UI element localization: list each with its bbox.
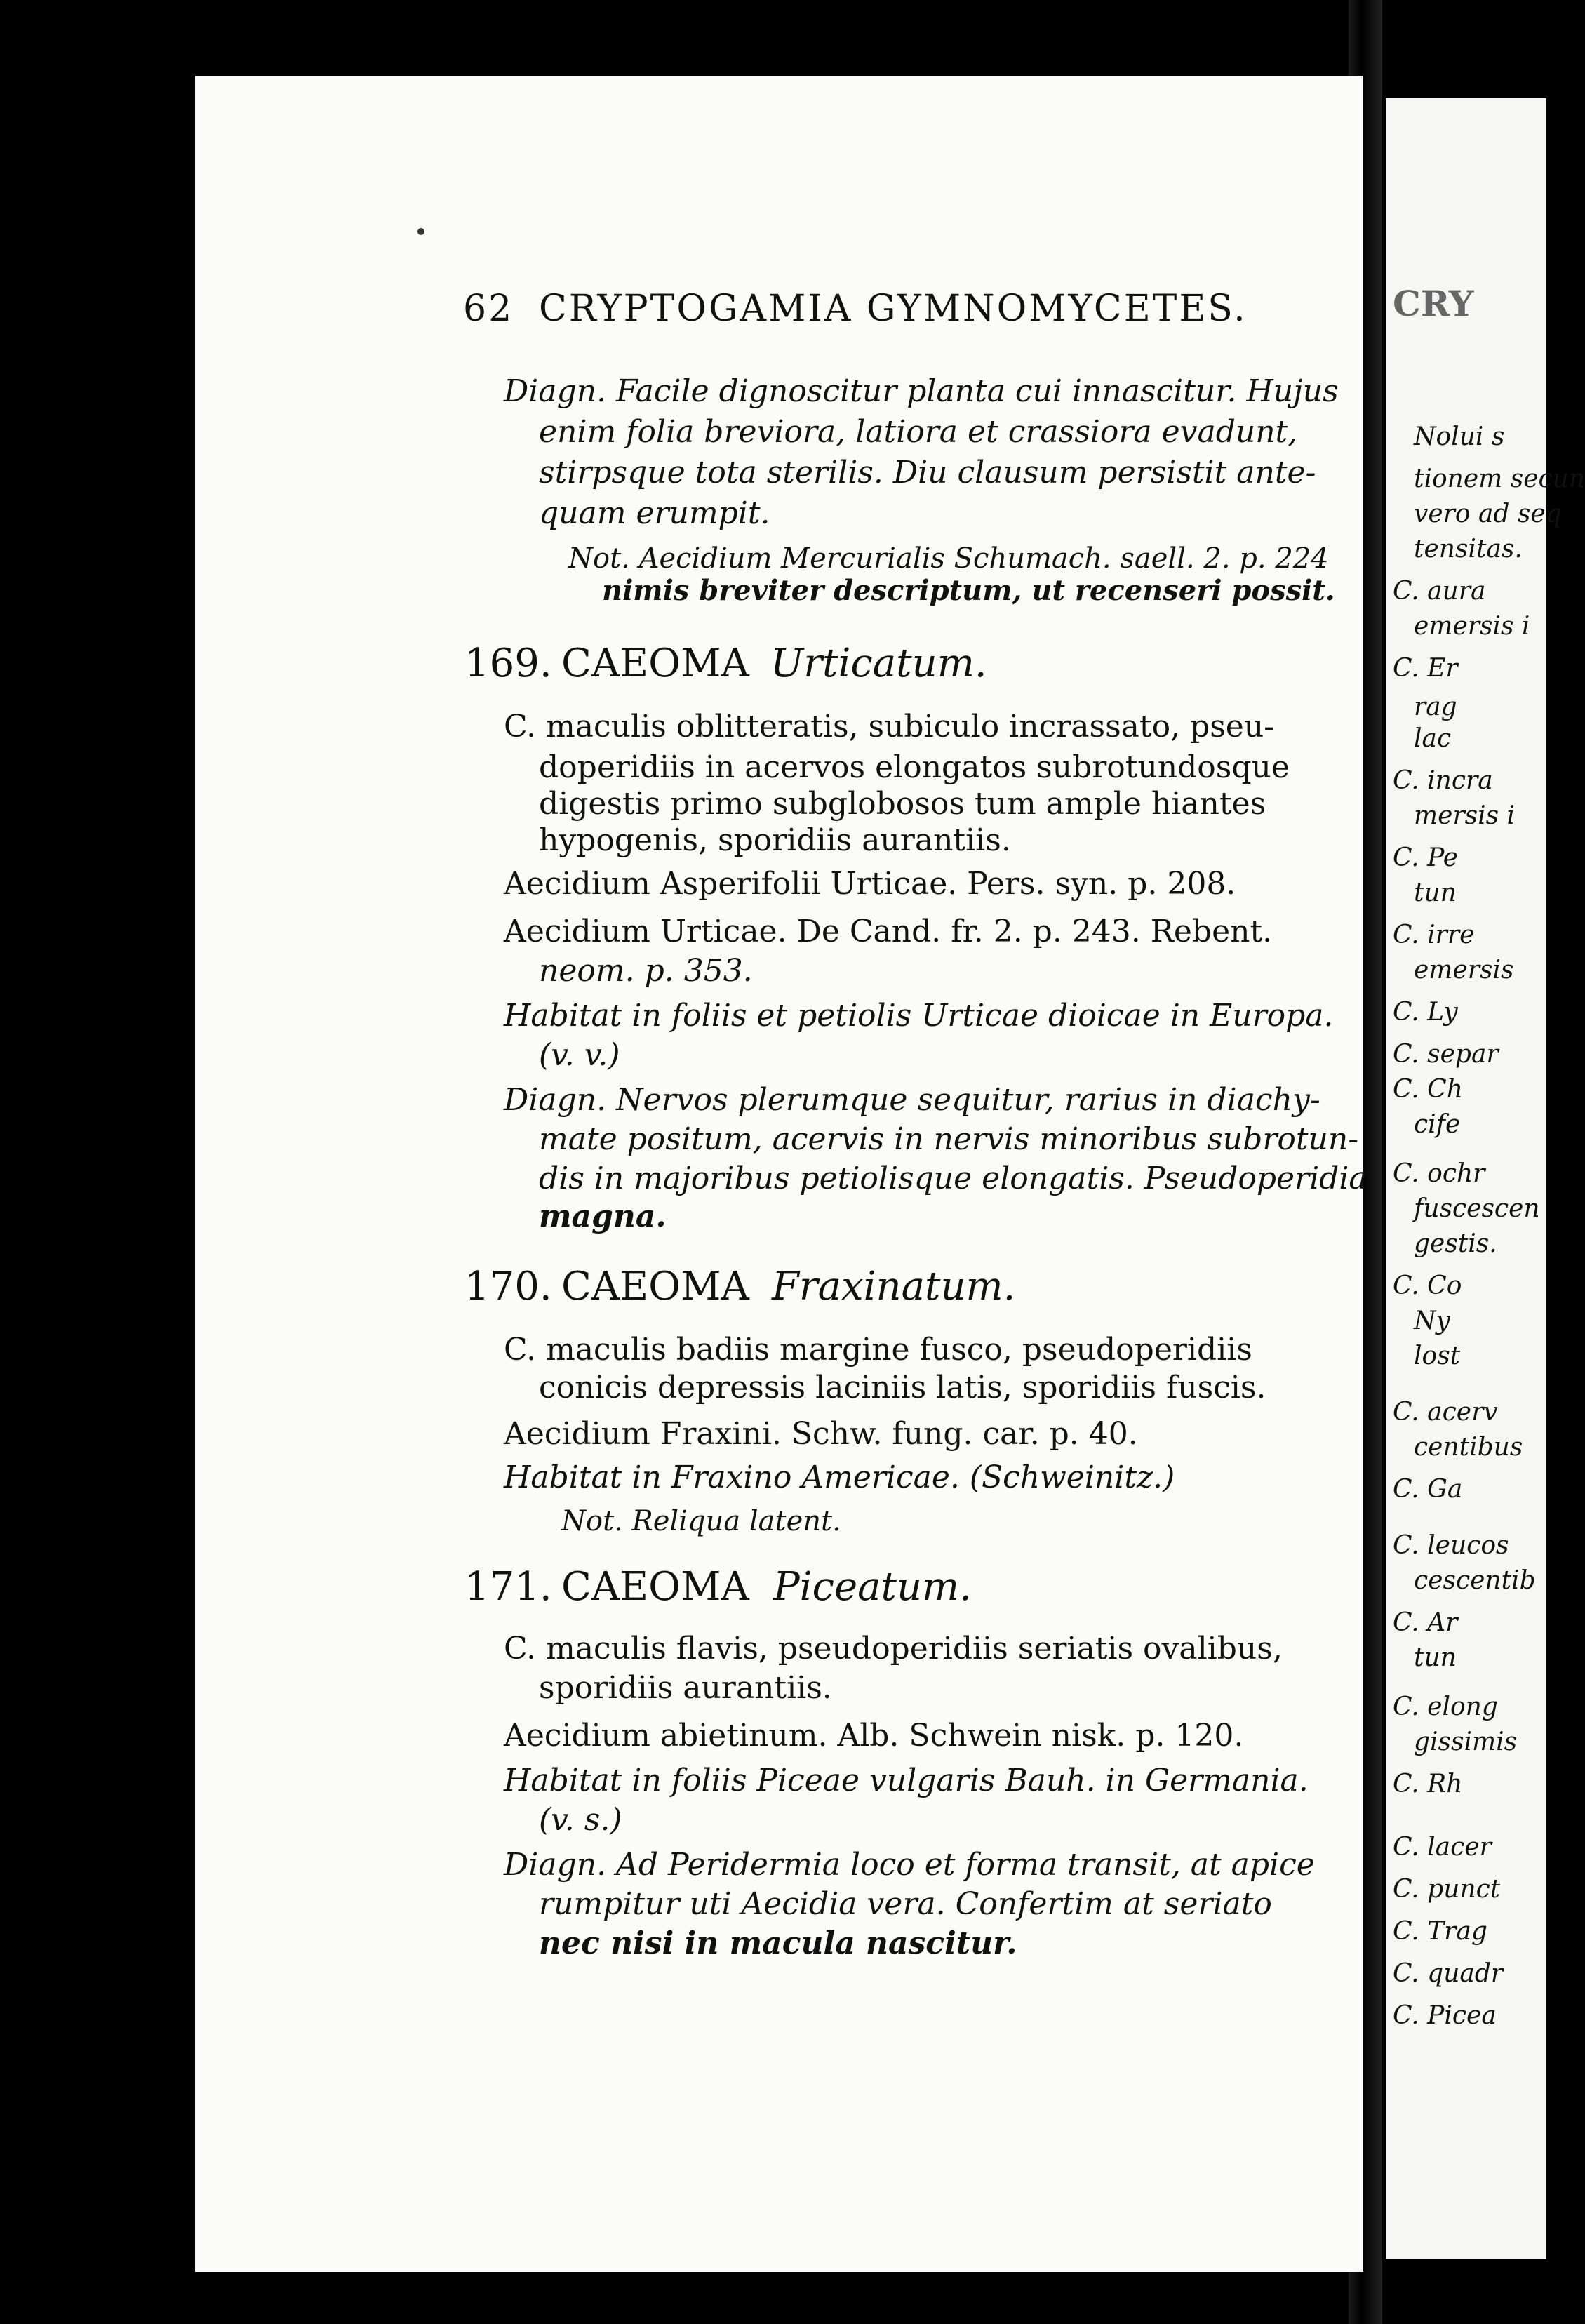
diagn-line: Diagn. Ad Peridermia loco et forma transit, at apice — [504, 1847, 1315, 1883]
facing-page-line: gissimis — [1414, 1728, 1518, 1756]
habitat-line: Habitat in foliis et petiolis Urticae dioicae in Europa. — [504, 998, 1334, 1034]
facing-page-line: C. Picea — [1393, 2001, 1497, 2030]
facing-page-line: C. Ly — [1393, 998, 1458, 1027]
entry-number: 171. — [464, 1564, 552, 1610]
facing-page-line: centibus — [1414, 1433, 1523, 1462]
facing-page-line: C. lacer — [1393, 1833, 1492, 1862]
entry-number: 170. — [464, 1264, 552, 1309]
entry-text-line: doperidiis in acervos elongatos subrotundosque — [539, 749, 1290, 785]
facing-page-line: fuscescen — [1414, 1194, 1540, 1223]
facing-page-line: Ny — [1414, 1307, 1450, 1335]
note-line: Not. Reliqua latent. — [561, 1505, 841, 1537]
facing-page-line: C. elong — [1393, 1692, 1498, 1721]
facing-page-line: C. Ar — [1393, 1608, 1458, 1637]
habitat-line: (v. v.) — [539, 1037, 620, 1073]
facing-page — [1386, 98, 1585, 2259]
diagn-line: magna. — [539, 1198, 667, 1234]
entry-text-line: conicis depressis laciniis latis, sporidiis fuscis. — [539, 1370, 1266, 1405]
entry-genus: CAEOMA — [561, 641, 749, 686]
facing-page-line: C. leucos — [1393, 1531, 1509, 1560]
facing-page-line: C. acerv — [1393, 1398, 1498, 1427]
facing-page-line: mersis i — [1414, 801, 1516, 830]
note-line: Not. Aecidium Mercurialis Schumach. saell. 2. p. 224 — [568, 542, 1329, 575]
facing-page-line: emersis — [1414, 956, 1514, 984]
entry-text-line: sporidiis aurantiis. — [539, 1670, 832, 1706]
facing-page-line: Nolui s — [1414, 422, 1505, 451]
facing-page-line: cescentib — [1414, 1566, 1536, 1595]
facing-page-line: lost — [1414, 1342, 1461, 1370]
synonym-line: Aecidium Urticae. De Cand. fr. 2. p. 243. Rebent. — [504, 914, 1273, 949]
page-number: 62 — [463, 288, 514, 330]
facing-page-line: C. separ — [1393, 1040, 1499, 1069]
entry-genus: CAEOMA — [561, 1564, 749, 1610]
facing-page-line: tun — [1414, 1643, 1457, 1672]
facing-page-line: C. aura — [1393, 577, 1486, 606]
habitat-line: Habitat in Fraxino Americae. (Schweinitz.) — [504, 1460, 1175, 1495]
ink-speck — [417, 228, 424, 235]
facing-page-line: tun — [1414, 879, 1457, 907]
synonym-line: Aecidium Fraxini. Schw. fung. car. p. 40. — [504, 1416, 1138, 1452]
diagn-line: rumpitur uti Aecidia vera. Confertim at seriato — [539, 1886, 1272, 1922]
facing-page-line: C. quadr — [1393, 1959, 1504, 1988]
synonym-line: Aecidium Asperifolii Urticae. Pers. syn. p. 208. — [504, 866, 1236, 902]
entry-species: Urticatum. — [770, 641, 987, 686]
synonym-line: neom. p. 353. — [539, 953, 753, 989]
entry-number: 169. — [464, 641, 552, 686]
diagn-line: enim folia breviora, latiora et crassiora evadunt, — [539, 414, 1298, 450]
facing-page-line: C. Trag — [1393, 1917, 1487, 1946]
facing-page-line: C. Ga — [1393, 1475, 1463, 1504]
diagn-line: nec nisi in macula nascitur. — [539, 1925, 1017, 1961]
entry-species: Piceatum. — [773, 1564, 972, 1610]
habitat-line: (v. s.) — [539, 1802, 622, 1838]
facing-page-line: emersis i — [1414, 612, 1530, 641]
entry-text-line: hypogenis, sporidiis aurantiis. — [539, 822, 1011, 858]
facing-page-line: C. Pe — [1393, 843, 1459, 872]
facing-page-line: tionem secun — [1414, 465, 1585, 493]
entry-text-line: C. maculis flavis, pseudoperidiis seriatis ovalibus, — [504, 1631, 1283, 1667]
facing-page-line: C. Er — [1393, 654, 1458, 683]
diagn-line: dis in majoribus petiolisque elongatis. Pseudoperidia — [539, 1161, 1367, 1196]
facing-page-line: C. Co — [1393, 1271, 1462, 1300]
facing-page-line: C. incra — [1393, 766, 1493, 795]
facing-page-line: gestis. — [1414, 1229, 1497, 1258]
facing-page-line: tensitas. — [1414, 535, 1523, 563]
facing-page-line: C. Rh — [1393, 1770, 1463, 1798]
diagn-line: stirpsque tota sterilis. Diu clausum persistit ante- — [539, 455, 1316, 490]
facing-page-line: lac — [1414, 724, 1452, 753]
habitat-line: Habitat in foliis Piceae vulgaris Bauh. in Germania. — [504, 1763, 1309, 1798]
note-line: nimis breviter descriptum, ut recenseri possit. — [602, 574, 1335, 607]
running-title: CRYPTOGAMIA GYMNOMYCETES. — [539, 288, 1248, 330]
diagn-line: mate positum, acervis in nervis minoribus subrotun- — [539, 1121, 1359, 1157]
entry-genus: CAEOMA — [561, 1264, 749, 1309]
facing-page-line: cife — [1414, 1110, 1461, 1139]
entry-species: Fraxinatum. — [772, 1264, 1016, 1309]
facing-page-line: C. punct — [1393, 1875, 1501, 1904]
facing-page-line: vero ad seq — [1414, 500, 1562, 528]
diagn-line: quam erumpit. — [539, 495, 770, 531]
facing-page-line: rag — [1414, 693, 1457, 721]
facing-page-line: C. irre — [1393, 921, 1475, 949]
facing-page-line: C. Ch — [1393, 1075, 1463, 1104]
entry-text-line: C. maculis oblitteratis, subiculo incrassato, pseu- — [504, 709, 1275, 744]
facing-header: CRY — [1393, 283, 1474, 324]
diagn-line: Diagn. Nervos plerumque sequitur, rarius in diachy- — [504, 1082, 1320, 1118]
diagn-line: Diagn. Facile dignoscitur planta cui innascitur. Hujus — [504, 373, 1339, 409]
entry-text-line: C. maculis badiis margine fusco, pseudoperidiis — [504, 1332, 1252, 1368]
facing-page-line: C. ochr — [1393, 1159, 1485, 1188]
synonym-line: Aecidium abietinum. Alb. Schwein nisk. p. 120. — [504, 1718, 1244, 1754]
entry-text-line: digestis primo subglobosos tum ample hiantes — [539, 786, 1266, 822]
